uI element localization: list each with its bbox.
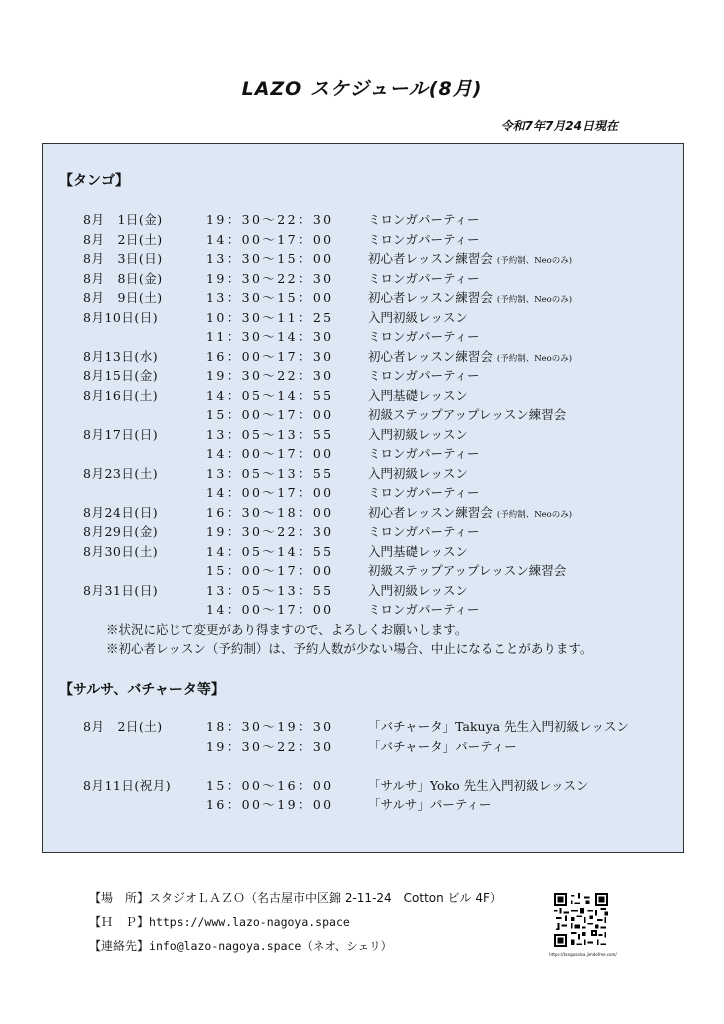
row-event: 初心者レッスン練習会: [368, 251, 493, 266]
schedule-row: [43, 405, 683, 425]
row-time: 14：00～17：00: [206, 446, 334, 461]
schedule-row: [43, 581, 683, 601]
row-date: 8月17日(日): [83, 426, 159, 442]
schedule-row: [43, 717, 683, 737]
row-note: (予約制、Neoのみ): [496, 295, 573, 305]
row-event: ミロンガパーティー: [368, 485, 480, 500]
note-line: ※初心者レッスン（予約制）は、予約人数が少ない場合、中止になることがあります。: [106, 641, 593, 656]
row-date: 8月23日(土): [83, 465, 159, 481]
schedule-row: [43, 366, 683, 386]
contact-email[interactable]: info@lazo-nagoya.space（ネオ、シェリ）: [149, 939, 393, 953]
row-time: 18：30～19：30: [206, 719, 334, 734]
schedule-row: [43, 269, 683, 289]
page-title: LAZO スケジュール(8月): [241, 78, 483, 100]
row-time: 15：00～16：00: [206, 777, 334, 793]
row-time: 16：00～17：30: [206, 348, 334, 364]
row-event-wrap: [368, 249, 572, 267]
row-event-wrap: [368, 347, 572, 365]
row-time: 10：30～11：25: [206, 309, 334, 325]
tango-rows: [43, 210, 683, 620]
row-note: (予約制、Neoのみ): [496, 353, 573, 364]
row-time: 19：30～22：30: [206, 368, 334, 383]
schedule-row: [43, 756, 683, 776]
row-date: 8月11日(祝月): [83, 777, 172, 793]
schedule-row: [43, 522, 683, 542]
schedule-row: [43, 503, 683, 523]
row-event: 入門初級レッスン: [368, 582, 468, 598]
row-event: 初級ステップアップレッスン練習会: [368, 563, 567, 578]
schedule-box: [42, 143, 684, 853]
row-date: 8月 8日(金): [83, 270, 163, 286]
row-event: 「バチャータ」パーティー: [368, 738, 517, 754]
row-event: 入門基礎レッスン: [368, 543, 468, 559]
salsa-rows: [43, 717, 683, 815]
row-event: ミロンガパーティー: [368, 270, 480, 286]
row-time: 14：00～17：00: [206, 485, 334, 500]
row-event: ミロンガパーティー: [368, 368, 480, 383]
schedule-row: [43, 795, 683, 815]
row-event: ミロンガパーティー: [368, 329, 480, 344]
schedule-row: [43, 347, 683, 367]
row-event-wrap: [368, 503, 572, 521]
row-event: 入門基礎レッスン: [368, 387, 468, 403]
row-date: 8月29日(金): [83, 524, 159, 539]
row-time: 19：30～22：30: [206, 738, 334, 754]
schedule-row: [43, 464, 683, 484]
row-time: 15：00～17：00: [206, 563, 334, 578]
row-event: ミロンガパーティー: [368, 446, 480, 461]
row-time: 16：30～18：00: [206, 504, 334, 520]
row-note: (予約制、Neoのみ): [496, 509, 573, 520]
schedule-row: [43, 308, 683, 328]
row-event: 初心者レッスン練習会: [368, 504, 493, 520]
schedule-row: [43, 542, 683, 562]
row-date: 8月31日(日): [83, 582, 159, 598]
tango-heading: 【タンゴ】: [59, 173, 129, 189]
schedule-row: [43, 327, 683, 347]
row-date: 8月16日(土): [83, 387, 159, 403]
row-event: ミロンガパーティー: [368, 602, 480, 617]
row-event: ミロンガパーティー: [368, 212, 480, 227]
salsa-heading: 【サルサ、バチャータ等】: [59, 682, 225, 698]
row-time: 11：30～14：30: [206, 329, 334, 344]
row-date: 8月 1日(金): [83, 212, 163, 227]
place-label: 【場 所】: [89, 891, 150, 905]
contact-label: 【連絡先】: [89, 939, 150, 953]
as-of-date: 令和7年7月24日現在: [500, 119, 618, 133]
row-date: 8月13日(水): [83, 348, 159, 364]
row-event: 初級ステップアップレッスン練習会: [368, 407, 567, 422]
schedule-row: [43, 425, 683, 445]
qr-code-icon[interactable]: [552, 893, 610, 947]
note-line: ※状況に応じて変更があり得ますので、よろしくお願いします。: [106, 622, 468, 637]
row-event: 「バチャータ」Takuya 先生入門初級レッスン: [368, 719, 629, 734]
row-date: 8月24日(日): [83, 504, 159, 520]
row-event-wrap: [368, 288, 572, 306]
row-time: 14：00～17：00: [206, 231, 334, 247]
hp-label: 【Ｈ Ｐ】: [89, 915, 150, 929]
row-event: 入門初級レッスン: [368, 309, 468, 325]
row-date: 8月 9日(土): [83, 290, 163, 305]
row-time: 15：00～17：00: [206, 407, 334, 422]
schedule-row: [43, 483, 683, 503]
row-date: 8月 3日(日): [83, 251, 163, 266]
row-time: 14：00～17：00: [206, 602, 334, 617]
schedule-row: [43, 561, 683, 581]
row-time: 13：05～13：55: [206, 582, 334, 598]
row-event: ミロンガパーティー: [368, 231, 480, 247]
row-time: 13：05～13：55: [206, 426, 334, 442]
row-event: 入門初級レッスン: [368, 426, 468, 442]
hp-link[interactable]: https://www.lazo-nagoya.space: [149, 915, 350, 929]
schedule-row: [43, 230, 683, 250]
schedule-row: [43, 288, 683, 308]
row-time: 13：05～13：55: [206, 465, 334, 481]
row-time: 13：30～15：00: [206, 251, 334, 266]
schedule-row: [43, 210, 683, 230]
qr-caption: https://tangosalsa.jimdofree.com/: [549, 952, 617, 957]
footer-contact: [89, 886, 502, 958]
row-time: 19：30～22：30: [206, 270, 334, 286]
schedule-row: [43, 776, 683, 796]
row-event: 初心者レッスン練習会: [368, 348, 493, 364]
row-date: 8月 2日(土): [83, 719, 163, 734]
row-event: 「サルサ」Yoko 先生入門初級レッスン: [368, 777, 589, 793]
row-date: 8月10日(日): [83, 309, 159, 325]
row-time: 16：00～19：00: [206, 797, 334, 812]
schedule-row: [43, 737, 683, 757]
row-time: 14：05～14：55: [206, 387, 334, 403]
row-time: 13：30～15：00: [206, 290, 334, 305]
row-event: 初心者レッスン練習会: [368, 290, 493, 305]
schedule-row: [43, 249, 683, 269]
row-event: 入門初級レッスン: [368, 465, 468, 481]
row-time: 19：30～22：30: [206, 212, 334, 227]
row-note: (予約制、Neoのみ): [496, 256, 573, 266]
row-date: 8月 2日(土): [83, 231, 163, 247]
row-date: 8月15日(金): [83, 368, 159, 383]
row-event: ミロンガパーティー: [368, 524, 480, 539]
tango-notes: [106, 620, 592, 658]
place-value: スタジオＬＡＺＯ（名古屋市中区錦 2-11-24 Cotton ビル 4F）: [149, 891, 502, 905]
row-date: 8月30日(土): [83, 543, 159, 559]
schedule-row: [43, 444, 683, 464]
row-event: 「サルサ」パーティー: [368, 797, 492, 812]
schedule-row: [43, 600, 683, 620]
row-time: 19：30～22：30: [206, 524, 334, 539]
schedule-row: [43, 386, 683, 406]
row-time: 14：05～14：55: [206, 543, 334, 559]
